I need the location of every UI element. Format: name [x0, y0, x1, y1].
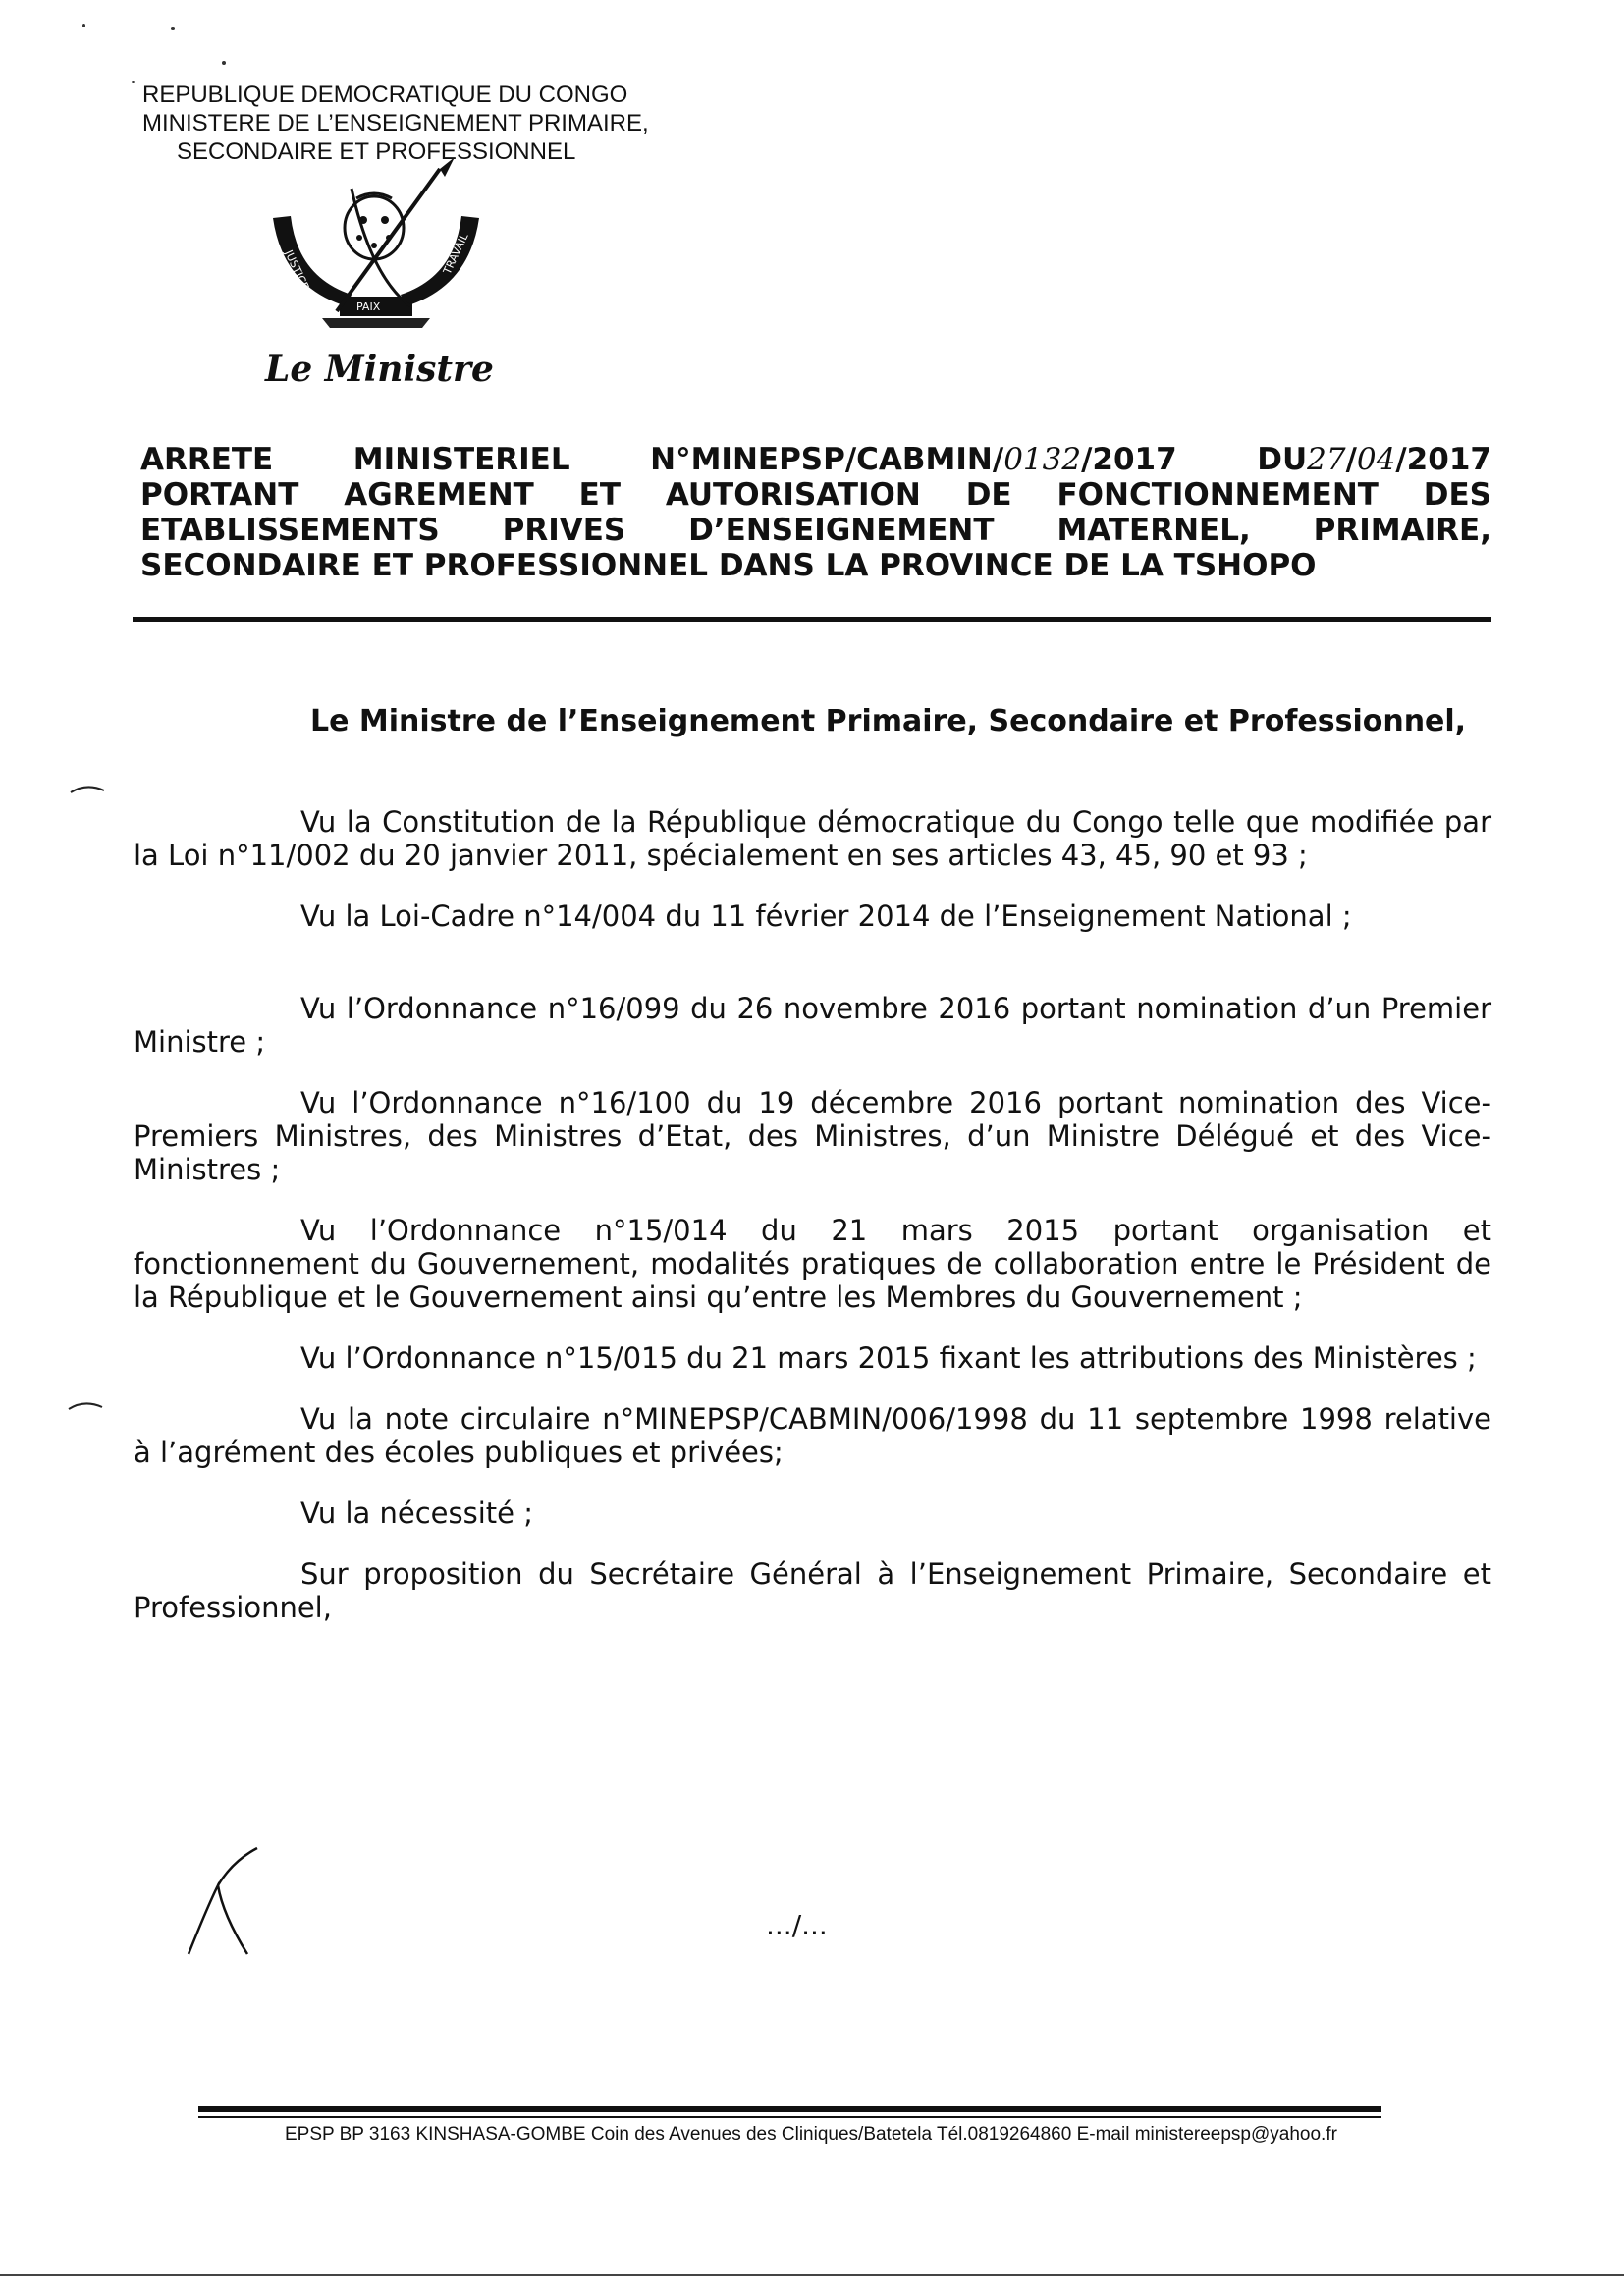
title-word: ARRETE — [140, 442, 274, 477]
title-word: D’ENSEIGNEMENT — [688, 513, 995, 548]
title-word: MATERNEL, — [1056, 513, 1251, 548]
page-continuation: .../... — [766, 1909, 828, 1941]
ministry-name-line2: SECONDAIRE ET PROFESSIONNEL — [177, 138, 576, 165]
preamble-paragraph: Vu l’Ordonnance n°16/100 du 19 décembre 2016 portant nomination des Vice-Premiers Ministres, des Ministres d’Etat, des Ministres, d’un Ministre Délégué et des Vice-Ministres ; — [134, 1086, 1491, 1186]
decree-date: DU27/04/2017 — [1257, 442, 1491, 477]
title-word: DES — [1423, 477, 1491, 513]
footer-address: EPSP BP 3163 KINSHASA-GOMBE Coin des Avenues des Cliniques/Batetela Tél.0819264860 E-mail ministereepsp@yahoo.fr — [285, 2124, 1337, 2145]
decree-preamble — [134, 805, 1491, 1652]
preamble-paragraph: Vu l’Ordonnance n°16/099 du 26 novembre 2016 portant nomination d’un Premier Ministre ; — [134, 992, 1491, 1059]
margin-mark — [69, 781, 108, 796]
title-line-3 — [140, 513, 1491, 548]
decree-title — [140, 442, 1491, 583]
emblem-motto-center: PAIX — [356, 300, 381, 313]
handwritten-month: 04 — [1356, 442, 1396, 477]
preamble-paragraph: Sur proposition du Secrétaire Général à l’Enseignement Primaire, Secondaire et Professionnel, — [134, 1557, 1491, 1624]
title-underline — [133, 617, 1491, 622]
preamble-paragraph: Vu la Loi-Cadre n°14/004 du 11 février 2014 de l’Enseignement National ; — [300, 899, 1352, 933]
scan-edge-line — [0, 2274, 1624, 2276]
footer-rule-thin — [198, 2116, 1381, 2118]
ministry-name-line1: MINISTERE DE L’ENSEIGNEMENT PRIMAIRE, — [142, 110, 649, 136]
scan-speck — [82, 24, 85, 27]
emblem-motto-right: TRAVAIL — [440, 231, 471, 277]
title-word: MINISTERIEL — [352, 442, 570, 477]
preamble-paragraph: Vu la nécessité ; — [300, 1497, 533, 1530]
title-word: PRIMAIRE, — [1313, 513, 1491, 548]
footer-rule-thick — [198, 2106, 1381, 2112]
title-word: AGREMENT — [344, 477, 534, 513]
preamble-paragraph: Vu l’Ordonnance n°15/014 du 21 mars 2015 portant organisation et fonctionnement du Gouvernement, modalités pratiques de collaboration entre le Président de la République et le Gouvernement ainsi qu’entre les Membres du Gouvernement ; — [134, 1214, 1491, 1314]
minister-signature-label: Le Ministre — [265, 349, 494, 390]
minister-heading: Le Ministre de l’Enseignement Primaire, Secondaire et Professionnel, — [310, 704, 1467, 738]
republic-name: REPUBLIQUE DEMOCRATIQUE DU CONGO — [142, 82, 628, 108]
preamble-paragraph: Vu la Constitution de la République démocratique du Congo telle que modifiée par la Loi n°11/002 du 20 janvier 2011, spécialement en ses articles 43, 45, 90 et 93 ; — [134, 805, 1491, 872]
title-word: ET — [578, 477, 621, 513]
title-word: PORTANT — [140, 477, 299, 513]
preamble-paragraph: Vu l’Ordonnance n°15/015 du 21 mars 2015 fixant les attributions des Ministères ; — [300, 1341, 1477, 1375]
title-line-2 — [140, 477, 1491, 513]
title-line-4 — [140, 548, 1491, 583]
title-word: PRIVES — [502, 513, 626, 548]
title-word: FONCTIONNEMENT — [1056, 477, 1379, 513]
title-word: ETABLISSEMENTS — [140, 513, 440, 548]
coat-of-arms-emblem — [253, 159, 499, 334]
margin-mark — [67, 1397, 106, 1413]
title-line-text: SECONDAIRE ET PROFESSIONNEL DANS LA PROVINCE DE LA TSHOPO — [140, 548, 1317, 583]
institution-header — [142, 81, 649, 166]
handwritten-number: 0132 — [1003, 442, 1082, 477]
emblem-motto-left: JUSTICE — [282, 247, 312, 293]
decree-number: N°MINEPSP/CABMIN/0132/2017 — [650, 442, 1177, 477]
scan-speck — [171, 27, 175, 30]
scan-speck — [132, 81, 135, 83]
title-word: DE — [965, 477, 1012, 513]
title-word: AUTORISATION — [665, 477, 921, 513]
initial-signature — [179, 1846, 267, 1964]
scan-speck — [222, 61, 226, 65]
preamble-paragraph: Vu la note circulaire n°MINEPSP/CABMIN/006/1998 du 11 septembre 1998 relative à l’agrément des écoles publiques et privées; — [134, 1402, 1491, 1469]
handwritten-day: 27 — [1307, 442, 1346, 477]
title-line-1 — [140, 442, 1491, 477]
